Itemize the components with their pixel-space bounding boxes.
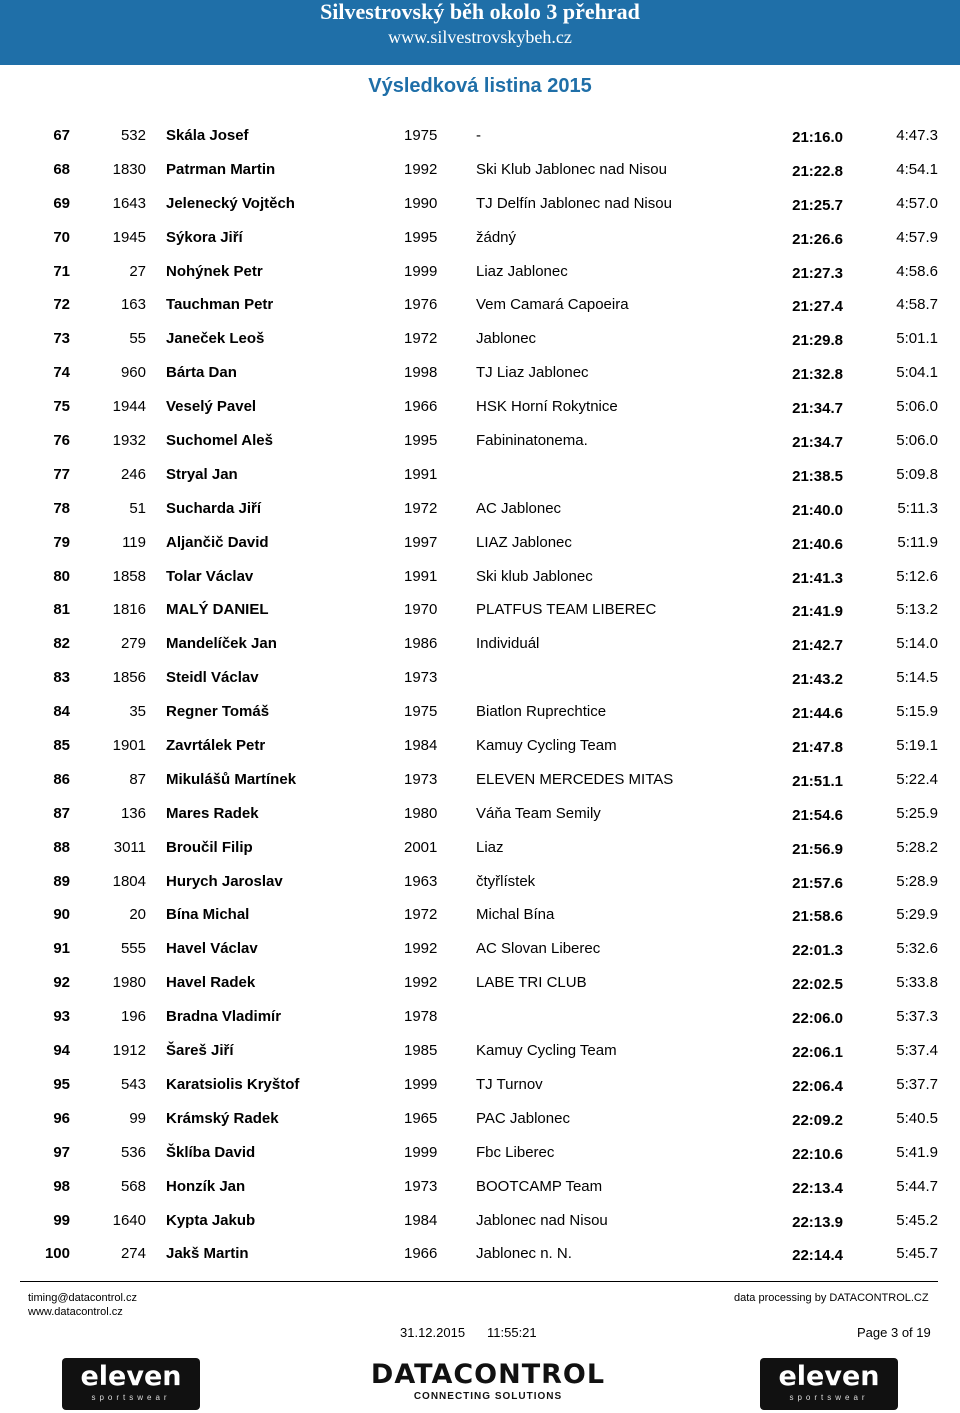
result-year: 1985 [404,1042,438,1060]
result-row [0,153,960,187]
result-rank: 75 [53,398,70,416]
result-club: Ski klub Jablonec [476,567,593,585]
result-name: Aljančič David [166,533,269,551]
result-pace: 5:09.8 [896,465,938,483]
result-pace: 5:15.9 [896,703,938,721]
result-pace: 5:25.9 [896,804,938,822]
result-club: LIAZ Jablonec [476,533,572,551]
result-year: 1972 [404,330,438,348]
result-rank: 67 [53,127,70,144]
result-name: Mikulášů Martínek [166,770,297,788]
result-year: 1999 [404,1143,438,1161]
result-year: 1986 [404,635,438,653]
result-time: 21:40.0 [792,501,843,519]
result-bib: 119 [122,533,146,551]
result-time: 21:27.3 [792,264,843,282]
result-pace: 5:06.0 [896,432,938,450]
result-rank: 81 [53,601,70,619]
result-name: Šareš Jiří [166,1042,234,1060]
result-rank: 73 [53,330,70,348]
result-club: LABE TRI CLUB [476,974,587,992]
result-year: 1966 [404,1245,438,1263]
result-name: Skála Josef [166,127,249,144]
result-rank: 97 [53,1143,70,1161]
result-name: Hurych Jaroslav [166,872,283,890]
result-row [0,424,960,458]
eleven-logo-word: eleven [778,1361,880,1392]
result-name: Zavrtálek Petr [166,737,266,755]
result-pace: 5:28.2 [896,838,938,856]
result-time: 22:14.4 [792,1247,843,1265]
result-club: Michal Bína [476,906,555,924]
result-row [0,1000,960,1034]
result-pace: 4:58.6 [896,262,938,280]
result-pace: 5:40.5 [896,1109,938,1127]
result-name: Nohýnek Petr [166,262,263,280]
result-row [0,898,960,932]
result-bib: 279 [120,635,146,653]
result-bib: 1912 [112,1042,146,1060]
result-club: Jablonec [476,330,537,348]
result-rank: 83 [53,669,70,687]
result-row [0,1102,960,1136]
result-pace: 5:29.9 [896,906,938,924]
result-bib: 1643 [112,194,146,212]
result-club: PAC Jablonec [476,1109,570,1127]
result-year: 1976 [404,296,438,314]
result-row [0,865,960,899]
result-bib: 960 [120,364,146,382]
result-pace: 5:45.2 [896,1211,938,1229]
result-bib: 27 [129,262,146,280]
result-club: Jablonec n. N. [476,1245,572,1263]
result-bib: 1980 [112,974,146,992]
result-name: Tauchman Petr [166,296,274,314]
result-year: 1975 [404,127,438,144]
result-year: 1991 [404,465,438,483]
result-time: 22:06.0 [792,1010,843,1028]
result-row [0,221,960,255]
result-year: 1984 [404,737,438,755]
result-time: 21:32.8 [792,366,843,384]
result-row [0,390,960,424]
result-name: Patrman Martin [166,160,276,178]
result-row [0,593,960,627]
result-rank: 96 [53,1109,70,1127]
result-time: 21:22.8 [792,162,843,180]
result-time: 21:40.6 [792,535,843,553]
result-bib: 246 [120,465,146,483]
result-time: 22:06.4 [792,1077,843,1095]
result-row [0,119,960,153]
result-year: 1963 [404,872,438,890]
result-club: AC Slovan Liberec [476,940,601,958]
result-pace: 4:57.0 [896,194,938,212]
footer-divider [20,1281,938,1282]
result-bib: 99 [129,1109,146,1127]
result-name: Stryal Jan [166,465,238,483]
result-bib: 1945 [112,228,146,246]
result-time: 21:34.7 [792,434,843,452]
result-time: 21:38.5 [792,467,843,485]
result-name: Bárta Dan [166,364,237,382]
result-pace: 5:45.7 [896,1245,938,1263]
result-year: 1992 [404,160,438,178]
result-year: 1995 [404,228,438,246]
result-year: 1973 [404,1177,438,1195]
result-row [0,1068,960,1102]
result-year: 2001 [404,838,438,856]
result-time: 22:01.3 [792,942,843,960]
result-rank: 72 [53,296,70,314]
result-name: Bína Michal [166,906,250,924]
result-bib: 1804 [112,872,146,890]
result-year: 1966 [404,398,438,416]
result-year: 1995 [404,432,438,450]
eleven-logo-sub: sportswear [91,1393,171,1402]
result-rank: 69 [53,194,70,212]
result-pace: 5:06.0 [896,398,938,416]
result-time: 21:51.1 [792,772,843,790]
result-club: Ski Klub Jablonec nad Nisou [476,160,667,178]
result-club: Biatlon Ruprechtice [476,703,607,721]
result-pace: 5:12.6 [896,567,938,585]
result-year: 1984 [404,1211,438,1229]
result-year: 1978 [404,1008,438,1026]
result-year: 1980 [404,804,438,822]
result-bib: 1901 [112,737,146,755]
result-rank: 76 [53,432,70,450]
result-name: Bradna Vladimír [166,1008,282,1026]
footer-email: timing@datacontrol.cz [28,1292,137,1304]
result-time: 21:25.7 [792,196,843,214]
result-club: Kamuy Cycling Team [476,1042,617,1060]
result-rank: 85 [53,737,70,755]
result-row [0,187,960,221]
result-row [0,1237,960,1271]
result-row [0,288,960,322]
result-club: - [476,127,481,144]
result-name: Jelenecký Vojtěch [166,194,295,212]
result-rank: 89 [53,872,70,890]
result-club: TJ Liaz Jablonec [476,364,589,382]
result-pace: 5:37.3 [896,1008,938,1026]
result-pace: 5:13.2 [896,601,938,619]
result-rank: 92 [53,974,70,992]
result-name: Karatsiolis Kryštof [166,1075,300,1093]
result-rank: 94 [53,1042,70,1060]
result-year: 1972 [404,499,438,517]
result-year: 1990 [404,194,438,212]
result-name: Havel Václav [166,940,258,958]
result-rank: 100 [44,1245,70,1263]
result-year: 1998 [404,364,438,382]
result-time: 22:02.5 [792,976,843,994]
result-pace: 5:14.0 [896,635,938,653]
result-year: 1973 [404,669,438,687]
result-name: Havel Radek [166,974,256,992]
result-year: 1973 [404,770,438,788]
event-title: Silvestrovský běh okolo 3 přehrad [320,0,640,24]
result-row [0,729,960,763]
result-row [0,695,960,729]
result-rank: 90 [53,906,70,924]
result-rank: 82 [53,635,70,653]
result-bib: 1944 [112,398,146,416]
result-name: Mandelíček Jan [166,635,277,653]
eleven-logo-sub: sportswear [789,1393,869,1402]
result-rank: 77 [53,465,70,483]
result-bib: 1830 [112,160,146,178]
result-rank: 84 [53,703,70,721]
result-name: Veselý Pavel [166,398,257,416]
result-row [0,932,960,966]
result-club: Kamuy Cycling Team [476,737,617,755]
result-year: 1999 [404,1075,438,1093]
result-time: 21:41.9 [792,603,843,621]
eleven-logo-word: eleven [80,1361,182,1392]
result-club: Liaz [476,838,504,856]
result-bib: 136 [120,804,146,822]
footer-website: www.datacontrol.cz [28,1306,123,1318]
result-time: 21:54.6 [792,806,843,824]
result-club: Váňa Team Semily [476,804,601,822]
result-row [0,1204,960,1238]
eleven-logo-right [760,1358,898,1410]
result-year: 1975 [404,703,438,721]
result-bib: 532 [120,127,146,144]
result-pace: 5:32.6 [896,940,938,958]
result-club: TJ Turnov [476,1075,543,1093]
result-bib: 20 [129,906,146,924]
result-pace: 5:41.9 [896,1143,938,1161]
results-list-title: Výsledková listina 2015 [368,75,592,97]
result-rank: 80 [53,567,70,585]
result-bib: 1856 [112,669,146,687]
result-bib: 163 [120,296,146,314]
result-name: Regner Tomáš [166,703,270,721]
result-pace: 5:19.1 [896,737,938,755]
result-year: 1997 [404,533,438,551]
footer-time: 11:55:21 [487,1325,537,1340]
result-time: 21:42.7 [792,637,843,655]
result-rank: 70 [53,228,70,246]
result-bib: 1640 [112,1211,146,1229]
result-row [0,560,960,594]
result-name: Janeček Leoš [166,330,265,348]
result-year: 1999 [404,262,438,280]
result-name: Mares Radek [166,804,259,822]
result-row [0,627,960,661]
sponsor-logo-bar [0,1350,960,1413]
result-name: Broučil Filip [166,838,253,856]
result-club: AC Jablonec [476,499,562,517]
result-rank: 71 [53,262,70,280]
result-club: BOOTCAMP Team [476,1177,603,1195]
result-row [0,356,960,390]
result-pace: 5:28.9 [896,872,938,890]
result-time: 21:47.8 [792,739,843,757]
result-rank: 79 [53,533,70,551]
result-row [0,1170,960,1204]
result-row [0,831,960,865]
footer-date: 31.12.2015 [400,1325,466,1340]
result-row [0,661,960,695]
result-name: Krámský Radek [166,1109,279,1127]
result-row [0,797,960,831]
result-pace: 4:47.3 [896,127,938,144]
result-bib: 1858 [112,567,146,585]
result-time: 21:26.6 [792,230,843,248]
result-club: žádný [476,228,517,246]
result-name: Jakš Martin [166,1245,249,1263]
result-club: Jablonec nad Nisou [476,1211,608,1229]
result-bib: 51 [129,499,146,517]
result-pace: 5:37.4 [896,1042,938,1060]
result-club: HSK Horní Rokytnice [476,398,618,416]
result-club: Fabininatonema. [476,432,588,450]
result-rank: 88 [53,838,70,856]
results-table [0,119,960,1271]
result-name: Kypta Jakub [166,1211,256,1229]
result-rank: 74 [53,364,70,382]
eleven-logo-left [62,1358,200,1410]
result-time: 21:58.6 [792,908,843,926]
result-row [0,492,960,526]
result-rank: 93 [53,1008,70,1026]
result-time: 22:06.1 [792,1044,843,1062]
result-name: Sýkora Jiří [166,228,243,246]
result-bib: 568 [120,1177,146,1195]
result-bib: 87 [129,770,146,788]
result-year: 1970 [404,601,438,619]
result-pace: 5:22.4 [896,770,938,788]
result-row [0,966,960,1000]
result-row [0,1136,960,1170]
result-year: 1991 [404,567,438,585]
result-row [0,322,960,356]
result-bib: 35 [129,703,146,721]
result-row [0,458,960,492]
result-year: 1972 [404,906,438,924]
result-time: 21:41.3 [792,569,843,587]
result-bib: 196 [120,1008,146,1026]
result-name: Honzík Jan [166,1177,246,1195]
result-rank: 95 [53,1075,70,1093]
result-pace: 4:54.1 [896,160,938,178]
result-bib: 55 [129,330,146,348]
result-bib: 536 [120,1143,146,1161]
result-club: TJ Delfín Jablonec nad Nisou [476,194,672,212]
result-pace: 4:57.9 [896,228,938,246]
result-time: 21:43.2 [792,671,843,689]
result-bib: 543 [120,1075,146,1093]
result-bib: 3011 [113,838,146,856]
result-time: 21:44.6 [792,705,843,723]
result-bib: 1816 [112,601,146,619]
result-name: Suchomel Aleš [166,432,273,450]
result-bib: 1932 [112,432,146,450]
result-time: 22:10.6 [792,1145,843,1163]
result-time: 21:34.7 [792,400,843,418]
result-name: Šklíba David [166,1143,256,1161]
datacontrol-logo-word: DATACONTROL [370,1359,606,1390]
result-time: 22:13.9 [792,1213,843,1231]
result-rank: 86 [53,770,70,788]
result-time: 21:57.6 [792,874,843,892]
result-pace: 4:58.7 [896,296,938,314]
result-rank: 98 [53,1177,70,1195]
result-row [0,526,960,560]
result-pace: 5:14.5 [896,669,938,687]
result-pace: 5:11.3 [897,499,938,517]
result-bib: 274 [120,1245,146,1263]
result-club: Fbc Liberec [476,1143,555,1161]
result-time: 21:29.8 [792,332,843,350]
result-club: ELEVEN MERCEDES MITAS [476,770,674,788]
result-time: 21:16.0 [792,129,843,146]
result-time: 21:27.4 [792,298,843,316]
result-year: 1992 [404,974,438,992]
result-club: PLATFUS TEAM LIBEREC [476,601,657,619]
result-rank: 68 [53,160,70,178]
result-name: Steidl Václav [166,669,259,687]
result-club: Liaz Jablonec [476,262,568,280]
footer-page-number: Page 3 of 19 [857,1325,931,1340]
result-pace: 5:33.8 [896,974,938,992]
result-time: 22:13.4 [792,1179,843,1197]
result-row [0,763,960,797]
datacontrol-logo-tagline: CONNECTING SOLUTIONS [413,1391,563,1402]
result-club: čtyřlístek [476,872,536,890]
result-time: 22:09.2 [792,1111,843,1129]
footer-processing-credit: data processing by DATACONTROL.CZ [734,1292,929,1304]
result-rank: 78 [53,499,70,517]
result-name: Tolar Václav [166,567,254,585]
datacontrol-logo [358,1360,618,1406]
event-website: www.silvestrovskybeh.cz [388,27,572,47]
result-rank: 91 [53,940,70,958]
result-row [0,255,960,289]
result-rank: 87 [53,804,70,822]
result-bib: 555 [120,940,146,958]
result-pace: 5:01.1 [896,330,938,348]
result-name: MALÝ DANIEL [166,601,269,619]
result-club: Individuál [476,635,540,653]
result-pace: 5:37.7 [896,1075,938,1093]
result-year: 1992 [404,940,438,958]
result-row [0,1034,960,1068]
result-year: 1965 [404,1109,438,1127]
result-pace: 5:11.9 [897,533,938,551]
result-name: Sucharda Jiří [166,499,262,517]
result-time: 21:56.9 [792,840,843,858]
result-pace: 5:04.1 [896,364,938,382]
result-pace: 5:44.7 [896,1177,938,1195]
result-rank: 99 [53,1211,70,1229]
result-club: Vem Camará Capoeira [476,296,629,314]
